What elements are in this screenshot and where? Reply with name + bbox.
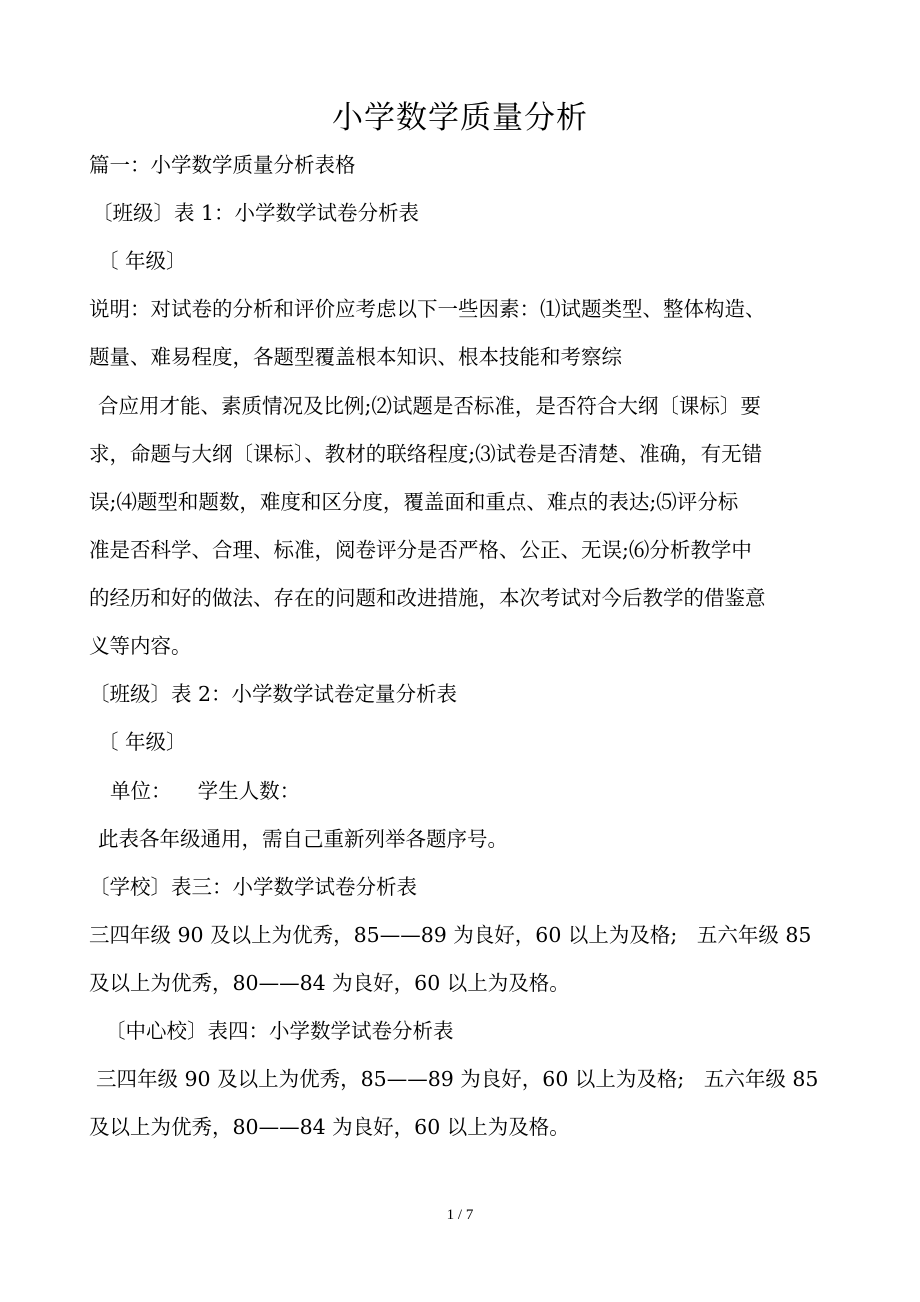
text-line: 及以上为优秀，80——84 为良好，60 以上为及格。 bbox=[89, 1115, 570, 1139]
text-line: 篇一：小学数学质量分析表格 bbox=[89, 153, 356, 177]
document-title: 小学数学质量分析 bbox=[332, 100, 588, 136]
text-line: 〔 年级〕 bbox=[98, 249, 187, 273]
page-number: 1 / 7 bbox=[446, 1207, 474, 1223]
text-line: 求，命题与大纲〔课标〕、教材的联络程度;⑶试卷是否清楚、准确，有无错 bbox=[89, 442, 763, 466]
text-line: 及以上为优秀，80——84 为良好，60 以上为及格。 bbox=[89, 971, 570, 995]
text-line: 〔学校〕表三：小学数学试卷分析表 bbox=[89, 875, 417, 899]
text-line: 合应用才能、素质情况及比例;⑵试题是否标准，是否符合大纲〔课标〕要 bbox=[98, 394, 761, 418]
text-line: 误;⑷题型和题数，难度和区分度，覆盖面和重点、难点的表达;⑸评分标 bbox=[89, 490, 739, 514]
text-line: 〔中心校〕表四：小学数学试卷分析表 bbox=[105, 1019, 454, 1043]
text-line: 的经历和好的做法、存在的问题和改进措施，本次考试对今后教学的借鉴意 bbox=[89, 586, 766, 610]
text-line: 〔班级〕表 1：小学数学试卷分析表 bbox=[92, 201, 420, 225]
text-line: 三四年级 90 及以上为优秀，85——89 为良好，60 以上为及格; 五六年级 85 bbox=[89, 923, 812, 947]
text-line: 说明：对试卷的分析和评价应考虑以下一些因素：⑴试题类型、整体构造、 bbox=[89, 297, 766, 321]
text-line: 三四年级 90 及以上为优秀，85——89 为良好，60 以上为及格; 五六年级 85 bbox=[96, 1067, 819, 1091]
text-line: 〔 年级〕 bbox=[98, 730, 187, 754]
text-line: 〔班级〕表 2：小学数学试卷定量分析表 bbox=[89, 682, 458, 706]
text-line: 准是否科学、合理、标准，阅卷评分是否严格、公正、无误;⑹分析教学中 bbox=[89, 538, 752, 562]
text-line: 题量、难易程度，各题型覆盖根本知识、根本技能和考察综 bbox=[89, 345, 622, 369]
text-line: 此表各年级通用，需自己重新列举各题序号。 bbox=[98, 827, 508, 851]
text-line: 义等内容。 bbox=[89, 634, 192, 658]
text-line: 单位： 学生人数： bbox=[110, 779, 301, 803]
